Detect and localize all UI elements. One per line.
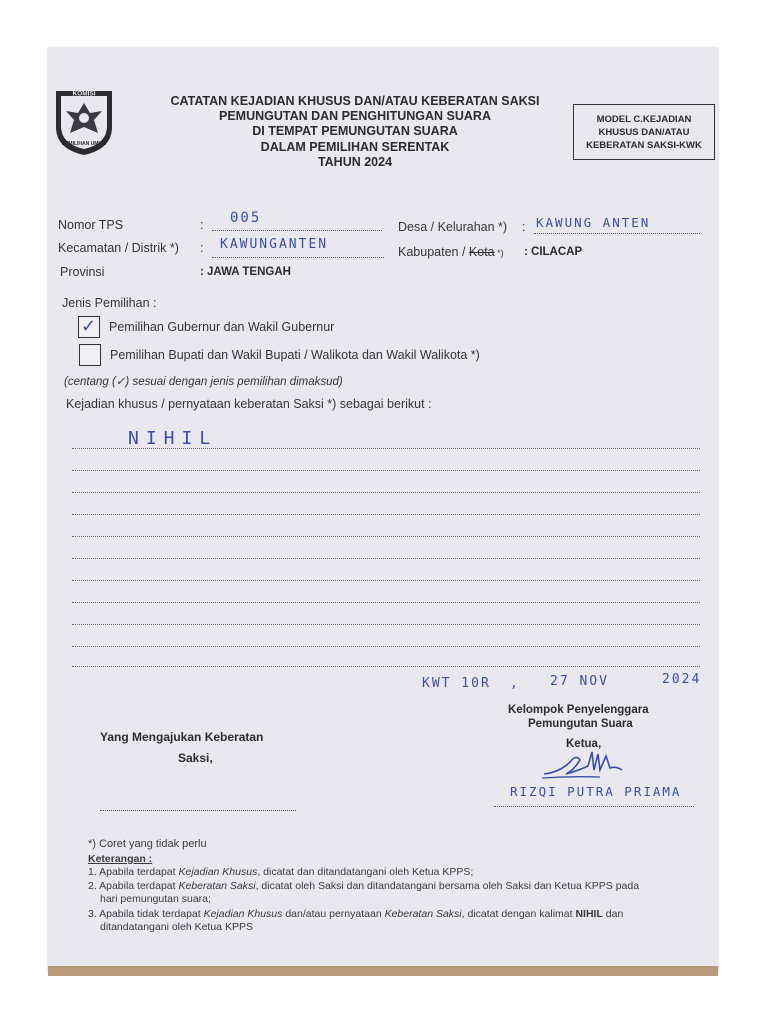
note-text: dan/atau pernyataan (282, 908, 385, 920)
note-text: 2. Apabila terdapat (88, 880, 179, 892)
writing-line (72, 646, 700, 647)
right-signature-title-2: Pemungutan Suara (528, 718, 633, 730)
note-3-cont: ditandatangani oleh Ketua KPPS (100, 921, 253, 933)
nomor-tps-field[interactable] (212, 210, 382, 231)
left-signature-title-2: Saksi, (178, 751, 213, 765)
right-signature-title-3: Ketua, (566, 738, 602, 750)
note-text: NIHIL (575, 908, 603, 920)
form-paper (48, 48, 718, 974)
note-2 (88, 880, 639, 893)
left-signature-title-1: Yang Mengajukan Keberatan (100, 730, 264, 744)
kejadian-handwritten: NIHIL (128, 428, 218, 449)
note-2-cont: hari pemungutan suara; (100, 893, 211, 905)
note-text: Keberatan Saksi (178, 880, 256, 892)
option1-label: Pemilihan Gubernur dan Wakil Gubernur (109, 320, 335, 334)
desa-label: Desa / Kelurahan *) (398, 220, 508, 234)
model-line: KEBERATAN SAKSI-KWK (586, 139, 702, 151)
writing-line (72, 536, 700, 537)
writing-line (72, 470, 700, 471)
nomor-tps-value: 005 (230, 210, 262, 226)
writing-line (72, 492, 700, 493)
option1-checkbox[interactable] (78, 316, 100, 338)
date-comma: , (510, 676, 520, 691)
kpu-logo-icon (52, 87, 116, 157)
writing-line (72, 514, 700, 515)
title-line: CATATAN KEJADIAN KHUSUS DAN/ATAU KEBERATAN SAKSI (170, 94, 540, 108)
table-edge (48, 966, 718, 976)
model-box (573, 104, 715, 160)
title-line: TAHUN 2024 (317, 154, 393, 169)
title-line: DALAM PEMILIHAN SERENTAK (260, 139, 450, 154)
kabupaten-suffix: *) (494, 248, 504, 258)
kabupaten-value: : CILACAP (524, 246, 583, 258)
note-3 (88, 908, 623, 921)
model-line: KHUSUS DAN/ATAU (598, 126, 690, 138)
writing-line (72, 666, 700, 667)
note-text: Kejadian Khusus (178, 866, 258, 878)
writing-line (72, 602, 700, 603)
kota-struck: Kota (468, 245, 495, 259)
desa-value: KAWUNG ANTEN (536, 215, 651, 230)
right-signature-line[interactable] (494, 804, 694, 807)
jenis-hint: (centang (✓) sesuai dengan jenis pemilihan dimaksud) (64, 376, 343, 388)
logo-bottom-text: PEMILIHAN UMUM (61, 141, 107, 147)
logo-top-text: KOMISI (72, 90, 96, 98)
nomor-tps-label: Nomor TPS (58, 218, 124, 232)
right-signature-title-1: Kelompok Penyelenggara (508, 704, 649, 716)
option2-checkbox[interactable] (79, 344, 101, 366)
date-day-month: 27 NOV (550, 674, 609, 689)
colon: : (200, 241, 204, 255)
kecamatan-value: KAWUNGANTEN (220, 237, 329, 252)
model-line: MODEL C.KEJADIAN (596, 113, 692, 125)
keterangan-label: Keterangan : (88, 853, 153, 865)
place-value: KWT 10R (422, 676, 491, 691)
note-text: , dicatat dengan kalimat (461, 908, 576, 920)
writing-line (72, 558, 700, 559)
date-year: 2024 (662, 672, 702, 687)
note-text: 1. Apabila terdapat (88, 866, 179, 878)
writing-line (72, 580, 700, 581)
ketua-name: RIZQI PUTRA PRIAMA (510, 784, 682, 799)
kecamatan-label: Kecamatan / Distrik *) (58, 241, 179, 255)
footnote: *) Coret yang tidak perlu (88, 838, 207, 850)
signature-scribble-icon (540, 748, 630, 782)
kabupaten-label-text: Kabupaten / (398, 245, 469, 259)
note-text: 3. Apabila tidak terdapat (88, 908, 204, 920)
title-line: PEMUNGUTAN DAN PENGHITUNGAN SUARA (219, 109, 491, 124)
note-1 (88, 866, 473, 879)
note-text: , dicatat oleh Saksi dan ditandatangani bersama oleh Saksi dan Ketua KPPS pada (255, 880, 640, 892)
colon: : (200, 218, 204, 232)
writing-line (72, 624, 700, 625)
note-text: Kejadian Khusus (203, 908, 283, 920)
kejadian-label: Kejadian khusus / pernyataan keberatan Saksi *) sebagai berikut : (66, 397, 432, 411)
desa-field[interactable] (534, 217, 700, 234)
left-signature-line[interactable] (100, 808, 296, 811)
note-text: Keberatan Saksi (384, 908, 462, 920)
note-text: dan (602, 908, 624, 920)
provinsi-label: Provinsi (60, 265, 105, 279)
colon: : (522, 220, 526, 234)
jenis-label: Jenis Pemilihan : (62, 296, 157, 310)
note-text: , dicatat dan ditandatangani oleh Ketua KPPS; (257, 866, 474, 878)
form-title (140, 94, 570, 170)
check-icon: ✓ (81, 316, 97, 336)
option2-label: Pemilihan Bupati dan Wakil Bupati / Walikota dan Wakil Walikota *) (110, 348, 480, 362)
kecamatan-field[interactable] (212, 239, 384, 258)
provinsi-value: : JAWA TENGAH (200, 266, 291, 278)
title-line: DI TEMPAT PEMUNGUTAN SUARA (252, 124, 458, 139)
kabupaten-label (398, 245, 504, 259)
